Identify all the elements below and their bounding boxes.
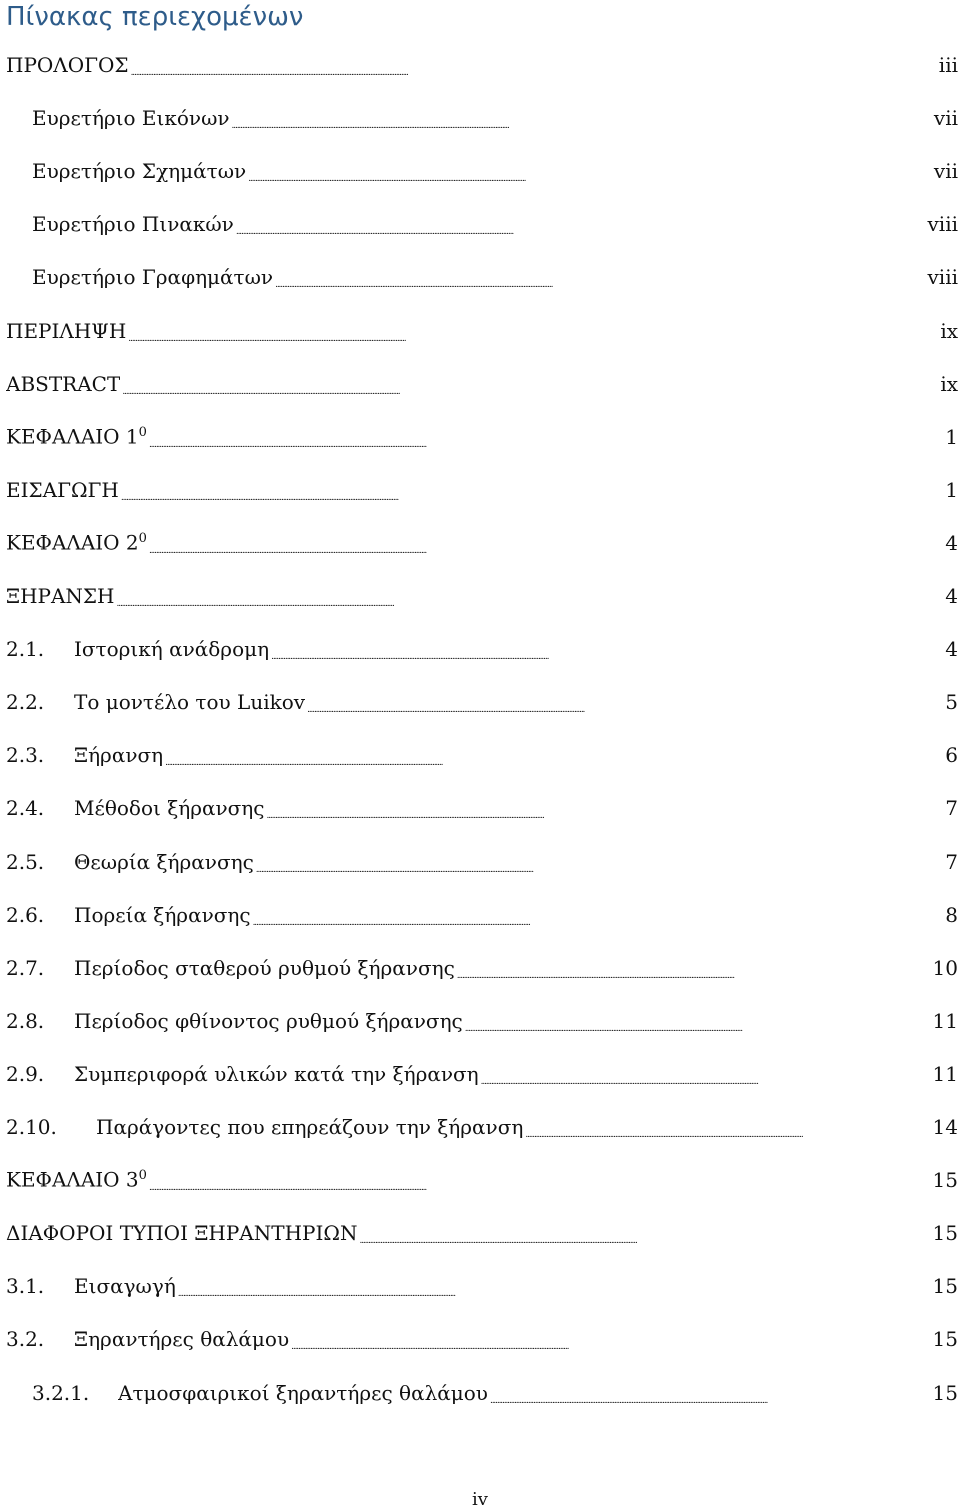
toc-entry-number: 2.6. — [6, 902, 45, 927]
toc-entry-superscript: 0 — [138, 1168, 147, 1184]
toc-entry-page: 15 — [932, 1380, 958, 1405]
toc-entry-page: iii — [938, 53, 958, 77]
toc-dot-leader — [121, 477, 943, 503]
toc-dot-leader — [149, 424, 943, 450]
toc-entry-number: 3.2. — [6, 1327, 45, 1352]
toc-entry-text — [74, 1061, 479, 1087]
toc-dot-leader — [117, 583, 944, 609]
toc-entry-label: Εισαγωγή — [74, 1274, 176, 1299]
toc-entry-number: 2.7. — [6, 955, 45, 980]
toc-entry-text — [6, 371, 120, 397]
toc-entry[interactable] — [6, 1161, 958, 1193]
toc-entry-text — [74, 1273, 176, 1299]
toc-entry[interactable] — [6, 1108, 958, 1140]
toc-dot-leader — [307, 689, 943, 715]
toc-entry-text — [6, 583, 115, 609]
toc-entry-number: 2.5. — [6, 849, 45, 874]
toc-dot-leader — [275, 264, 925, 290]
toc-entry-text — [6, 526, 147, 556]
toc-entry-label: Ξηραντήρες θαλάμου — [74, 1327, 290, 1352]
toc-entry-label: ΠΕΡΙΛΗΨΗ — [6, 318, 127, 343]
toc-entry[interactable] — [6, 1002, 958, 1034]
toc-entry-text — [74, 689, 305, 715]
toc-entry-label: Ευρετήριο Πινακών — [32, 212, 234, 237]
toc-dot-leader — [236, 211, 926, 237]
toc-dot-leader — [149, 530, 943, 556]
toc-dot-leader — [490, 1380, 931, 1406]
toc-dot-leader — [271, 636, 943, 662]
toc-entry[interactable] — [6, 896, 958, 928]
toc-entry-text — [74, 795, 264, 821]
toc-dot-leader — [359, 1220, 930, 1246]
toc-title: Πίνακας περιεχομένων — [6, 2, 304, 32]
toc-entry-page: vii — [933, 106, 958, 131]
toc-dot-leader — [178, 1273, 931, 1299]
toc-entry[interactable] — [32, 258, 958, 290]
toc-entry[interactable] — [32, 1374, 958, 1406]
toc-dot-leader — [149, 1167, 931, 1193]
toc-entry-page: 11 — [932, 1008, 958, 1033]
toc-entry-text — [32, 105, 230, 131]
toc-dot-leader — [128, 318, 938, 344]
toc-entry-page: viii — [927, 212, 958, 237]
toc-entry-page: 15 — [932, 1274, 958, 1299]
toc-entry-page: 15 — [932, 1221, 958, 1246]
toc-entry[interactable] — [6, 577, 958, 609]
toc-entry-text — [32, 211, 234, 237]
toc-entry[interactable] — [6, 630, 958, 662]
toc-entry-text — [74, 636, 269, 662]
toc-entry-number: 3.2.1. — [32, 1380, 90, 1405]
toc-dot-leader — [131, 52, 937, 78]
toc-entry-page: ix — [940, 318, 958, 343]
toc-entry-page: 14 — [932, 1115, 958, 1139]
toc-entry-text — [74, 1326, 289, 1352]
toc-dot-leader — [253, 902, 944, 928]
toc-dot-leader — [457, 955, 931, 981]
toc-entry-label: Το μοντέλο του Luikov — [74, 690, 306, 715]
toc-entry-text — [32, 264, 273, 290]
toc-entry-number: 2.10. — [6, 1115, 57, 1139]
toc-entry-page: 15 — [932, 1168, 958, 1193]
toc-entry-superscript: 0 — [138, 425, 147, 441]
toc-entry-label: Παράγοντες που επηρεάζουν την ξήρανση — [96, 1115, 524, 1139]
toc-dot-leader — [481, 1061, 931, 1087]
toc-entry-page: viii — [927, 265, 958, 290]
toc-entry[interactable] — [6, 683, 958, 715]
toc-entry-page: 7 — [945, 849, 958, 874]
toc-entry[interactable] — [32, 205, 958, 237]
toc-entry-text — [118, 1380, 488, 1406]
toc-entry-label: Πορεία ξήρανσης — [74, 902, 251, 927]
toc-entry-number: 3.1. — [6, 1274, 45, 1299]
toc-entry-page: 4 — [945, 530, 958, 555]
toc-entry-number: 2.3. — [6, 743, 45, 768]
toc-entry-text — [6, 477, 119, 503]
toc-entry-text — [74, 849, 254, 875]
toc-entry-label: ABSTRACT — [6, 371, 121, 396]
toc-dot-leader — [122, 371, 938, 397]
toc-entry-page: 5 — [945, 690, 958, 715]
toc-entry-number: 2.9. — [6, 1061, 45, 1086]
toc-entry-page: vii — [933, 159, 958, 184]
toc-entry[interactable] — [6, 418, 958, 450]
toc-entry-label: ΕΙΣΑΓΩΓΗ — [6, 477, 119, 502]
toc-entry-label: Ευρετήριο Σχημάτων — [32, 159, 247, 184]
toc-entry-label: Ατμοσφαιρικοί ξηραντήρες θαλάμου — [118, 1380, 488, 1405]
toc-entry[interactable] — [6, 789, 958, 821]
toc-entry-text — [74, 902, 251, 928]
toc-entry-text — [6, 420, 147, 450]
toc-entry-label: ΔΙΑΦΟΡΟΙ ΤΥΠΟΙ ΞΗΡΑΝΤΗΡΙΩΝ — [6, 1221, 358, 1246]
toc-entry[interactable] — [6, 312, 958, 344]
toc-entry-page: 7 — [945, 796, 958, 821]
toc-entry-page: 11 — [932, 1061, 958, 1086]
toc-entry-label: ΚΕΦΑΛΑΙΟ 2 — [6, 530, 139, 555]
toc-entry[interactable] — [6, 1320, 958, 1352]
toc-entry-text — [6, 1163, 147, 1193]
toc-entry-label: Περίοδος σταθερού ρυθμού ξήρανσης — [74, 955, 455, 980]
toc-entry[interactable] — [6, 524, 958, 556]
toc-entry-number: 2.1. — [6, 637, 45, 662]
toc-entry-number: 2.4. — [6, 796, 45, 821]
toc-entry-page: 15 — [932, 1327, 958, 1352]
toc-entry[interactable] — [6, 365, 958, 397]
toc-entry-label: Θεωρία ξήρανσης — [74, 849, 254, 874]
toc-entry-number: 2.2. — [6, 690, 45, 715]
toc-entry-text — [74, 742, 163, 768]
toc-entry[interactable] — [6, 843, 958, 875]
toc-entry-page: 1 — [945, 477, 958, 502]
toc-entry-page: 1 — [945, 424, 958, 449]
toc-entry-label: Ευρετήριο Γραφημάτων — [32, 265, 274, 290]
toc-entry-label: ΞΗΡΑΝΣΗ — [6, 584, 115, 608]
toc-dot-leader — [465, 1008, 931, 1034]
toc-entry[interactable] — [32, 99, 958, 131]
page-number: iv — [472, 1489, 488, 1510]
toc-entry[interactable] — [6, 736, 958, 768]
toc-entry-label: ΠΡΟΛΟΓΟΣ — [6, 53, 129, 77]
toc-dot-leader — [248, 158, 932, 184]
toc-entry-label: ΚΕΦΑΛΑΙΟ 1 — [6, 424, 139, 449]
toc-entry-page: 4 — [945, 584, 958, 608]
toc-dot-leader — [291, 1326, 930, 1352]
toc-entry-text — [6, 1220, 357, 1246]
toc-entry-text — [74, 955, 455, 981]
toc-dot-leader — [165, 742, 943, 768]
toc-entry-label: Συμπεριφορά υλικών κατά την ξήρανση — [74, 1061, 479, 1086]
toc-entry-text — [32, 158, 246, 184]
toc-dot-leader — [232, 105, 932, 131]
toc-entry-superscript: 0 — [138, 531, 147, 547]
toc-entry-label: ΚΕΦΑΛΑΙΟ 3 — [6, 1168, 139, 1193]
toc-entry-page: 8 — [945, 902, 958, 927]
toc-entry-page: ix — [940, 371, 958, 396]
toc-entry-text — [6, 318, 126, 344]
toc-entry-page: 6 — [945, 743, 958, 768]
toc-entry-label: Περίοδος φθίνοντος ρυθμού ξήρανσης — [74, 1008, 463, 1033]
toc-entry-page: 10 — [932, 955, 958, 980]
toc-entry-number: 2.8. — [6, 1008, 45, 1033]
toc-dot-leader — [256, 849, 943, 875]
toc-entry-label: Ευρετήριο Εικόνων — [32, 106, 230, 131]
toc-entry[interactable] — [6, 1055, 958, 1087]
toc-entry[interactable] — [6, 46, 958, 78]
toc-entry[interactable] — [6, 949, 958, 981]
toc-entry-text — [96, 1114, 523, 1140]
toc-entry-label: Ξήρανση — [74, 743, 164, 768]
toc-entry[interactable] — [6, 471, 958, 503]
toc-dot-leader — [525, 1114, 930, 1140]
toc-entry-label: Μέθοδοι ξήρανσης — [74, 796, 265, 821]
toc-entry[interactable] — [6, 1214, 958, 1246]
toc-entry-text — [6, 52, 129, 78]
toc-entry[interactable] — [6, 1267, 958, 1299]
toc-entry-page: 4 — [945, 637, 958, 662]
toc-entry-label: Ιστορική ανάδρομη — [74, 637, 270, 662]
toc-entry-text — [74, 1008, 463, 1034]
toc-entry[interactable] — [32, 152, 958, 184]
toc-dot-leader — [266, 795, 943, 821]
